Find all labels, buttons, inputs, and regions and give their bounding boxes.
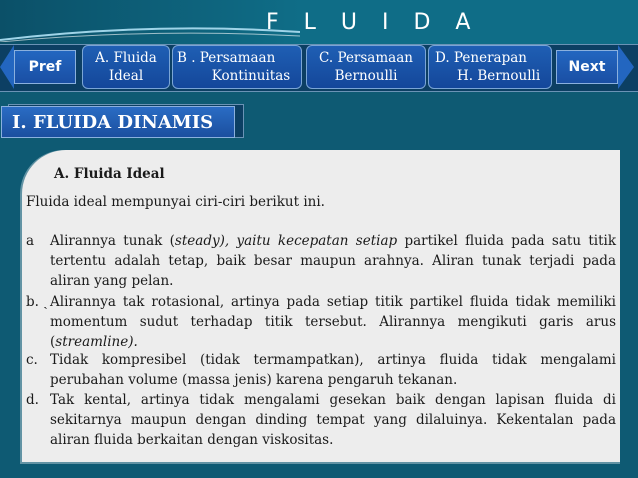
list-item-text: Tak kental, artinya tidak mengalami gesekan baik dengan lapisan fluida di sekitarnya maupun dengan dinding tempat yang dilaluinya. Kekentalan pada aliran fluida berkaitan dengan viskositas. [50, 392, 616, 448]
list-item-text: Tidak kompresibel (tidak termampatkan), artinya fluida tidak mengalami perubahan volume (massa jenis) karena pengaruh tekanan. [50, 352, 616, 388]
list-item-c [26, 350, 616, 390]
list-item-text [50, 292, 616, 352]
tab-penerapan-bernoulli-line1: D. Penerapan [435, 50, 527, 66]
list-item-text-part1: Alirannya tunak ( [50, 233, 175, 249]
tab-fluida-ideal-line2: Ideal [108, 68, 144, 84]
list-marker: d. [26, 392, 39, 408]
list-marker: a [26, 233, 35, 249]
next-arrow-tip[interactable] [618, 45, 634, 89]
tab-persamaan-kontinuitas[interactable] [172, 45, 302, 89]
list-marker: b. ˎ [26, 294, 48, 310]
list-marker: c. [26, 352, 38, 368]
tab-persamaan-bernoulli-line2: Bernoulli [334, 68, 398, 84]
next-button-label: Next [568, 59, 606, 75]
list-item-a [26, 231, 616, 291]
list-item-text-italic: streamline). [55, 334, 138, 350]
next-button[interactable] [556, 50, 618, 84]
prev-arrow-tip[interactable] [0, 45, 14, 89]
tab-penerapan-bernoulli[interactable] [428, 45, 552, 89]
list-item-text [50, 231, 616, 291]
list-item-text-part2: partikel fluida pada satu titik tertentu adalah tetap, baik besar maupun arahnya. Aliran tunak terjadi pada aliran yang pelan. [50, 233, 617, 289]
subheading: A. Fluida Ideal [54, 166, 165, 182]
tab-fluida-ideal-line1: A. Fluida [95, 50, 157, 66]
section-heading-text: I. FLUIDA DINAMIS [12, 112, 214, 133]
prev-button[interactable] [14, 50, 76, 84]
tab-penerapan-bernoulli-line2: H. Bernoulli [457, 68, 541, 84]
tab-fluida-ideal[interactable] [82, 45, 170, 89]
list-item-b [26, 292, 616, 352]
header-swoosh-decoration [0, 20, 300, 42]
section-heading [1, 106, 235, 138]
list-item-d [26, 390, 616, 450]
tab-persamaan-bernoulli-line1: C. Persamaan [319, 50, 413, 66]
intro-text: Fluida ideal mempunyai ciri-ciri berikut ini. [26, 194, 325, 210]
tab-persamaan-kontinuitas-line2: Kontinuitas [211, 68, 291, 84]
list-item-text-italic: steady), yaitu kecepatan setiap [174, 233, 398, 249]
tab-persamaan-bernoulli[interactable] [306, 45, 426, 89]
tab-persamaan-kontinuitas-line1: B . Persamaan [177, 50, 276, 66]
page-title: F L U I D A [266, 10, 480, 35]
prev-button-label: Pref [28, 59, 62, 75]
list-item-text-part1: Alirannya tak rotasional, artinya pada setiap titik partikel fluida tidak memiliki momentum sudut terhadap titik tersebut. Alirannya mengikuti garis arus ( [50, 294, 616, 350]
